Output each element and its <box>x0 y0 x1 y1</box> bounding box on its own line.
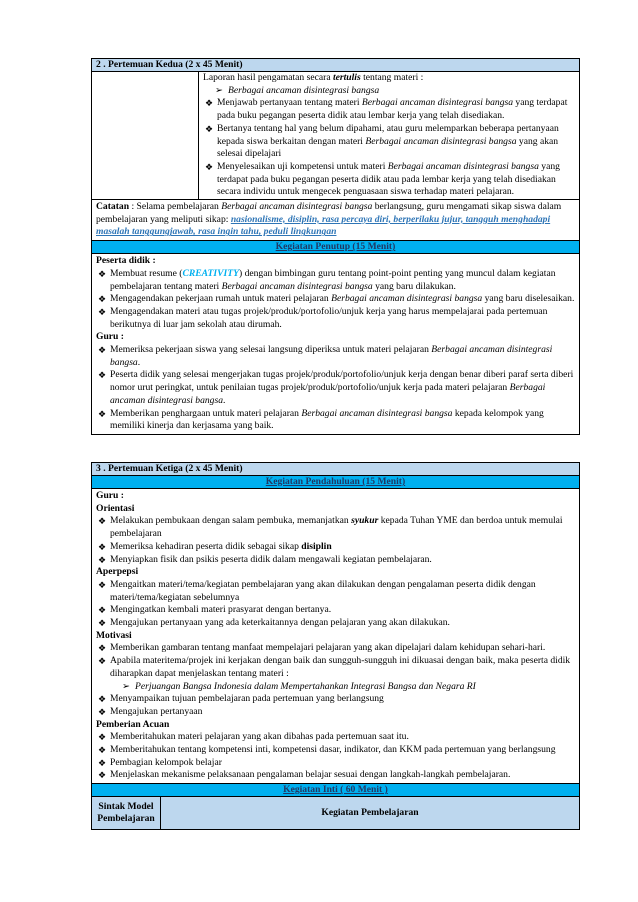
list-item <box>96 293 575 306</box>
list-item <box>96 579 575 604</box>
activity-list <box>203 97 575 199</box>
list-item <box>96 344 575 369</box>
empty-syntax-cell <box>92 72 199 199</box>
diamond-bullet-icon: ❖ <box>98 770 107 781</box>
subpoint-text: Perjuangan Bangsa Indonesia dalam Mempertahankan Integrasi Bangsa dan Negara RI <box>135 680 476 692</box>
list-item <box>96 757 575 770</box>
diamond-bullet-icon: ❖ <box>98 306 107 317</box>
student-list <box>96 268 575 332</box>
syntax-model-header: Sintak Model Pembelajaran <box>92 797 161 829</box>
item-emphasis: syukur <box>351 515 379 527</box>
motivation-label: Motivasi <box>96 629 132 641</box>
report-subpoint-text: Berbagai ancaman disintegrasi bangsa <box>228 84 380 96</box>
item-text: Memberikan penghargaan untuk materi pelajaran <box>110 407 302 419</box>
closing-activities-row <box>92 72 579 200</box>
list-item <box>96 554 575 567</box>
list-item <box>96 617 575 630</box>
diamond-bullet-icon: ❖ <box>98 554 107 565</box>
attitude-values-link[interactable]: nasionalisme, disiplin, rasa percaya diri, berperilaku jujur, tangguh menghadapi masalah tanggungjawab, rasa ingin tahu, peduli lingkungan <box>96 213 551 238</box>
item-text-end: yang terdapat pada buku pegangan peserta didik atau lembar kerja yang telah disediakan. <box>217 97 568 122</box>
arrow-bullet-icon: ➢ <box>122 680 131 692</box>
diamond-bullet-icon: ❖ <box>98 345 107 356</box>
item-text: Memberitahukan materi pelajaran yang akan dibahas pada pertemuan saat itu. <box>110 731 409 743</box>
list-item <box>96 369 575 407</box>
item-text-end: yang akan selesai dipelajari <box>217 135 559 160</box>
diamond-bullet-icon: ❖ <box>98 579 107 590</box>
reference-list <box>96 731 575 782</box>
apperception-label: Aperpepsi <box>96 566 139 578</box>
orientation-list <box>96 515 575 566</box>
item-text: Menyiapkan fisik dan psikis peserta didik dalam mengawali kegiatan pembelajaran. <box>110 553 432 565</box>
item-text-end: kepada Tuhan YME dan berdoa untuk memulai pembelajaran <box>110 515 563 540</box>
diamond-bullet-icon: ❖ <box>205 123 214 134</box>
diamond-bullet-icon: ❖ <box>98 745 107 756</box>
list-item <box>96 744 575 757</box>
report-text: Laporan hasil pengamatan secara <box>203 72 333 83</box>
item-text: Memberikan gambaran tentang manfaat mempelajari pelajaran yang akan dipelajari dalam kehidupan sehari-hari. <box>110 642 546 654</box>
creativity-tag: CREATIVITY <box>182 267 239 279</box>
diamond-bullet-icon: ❖ <box>205 161 214 172</box>
diamond-bullet-icon: ❖ <box>98 618 107 629</box>
item-topic: Berbagai ancaman disintegrasi bangsa <box>331 293 483 305</box>
diamond-bullet-icon: ❖ <box>98 656 107 667</box>
item-text: Menyampaikan tujuan pembelajaran pada pertemuan yang berlangsung <box>110 693 384 705</box>
report-line <box>203 72 575 85</box>
item-topic: Berbagai ancaman disintegrasi bangsa <box>365 135 517 147</box>
apperception-list <box>96 579 575 630</box>
motivation-subpoint <box>96 681 575 694</box>
diamond-bullet-icon: ❖ <box>98 541 107 552</box>
item-text: Mengagendakan pekerjaan rumah untuk materi pelajaran <box>110 293 332 305</box>
student-label: Peserta didik : <box>96 255 156 267</box>
teacher-note <box>92 200 579 241</box>
item-text: Melakukan pembukaan dengan salam pembuka, memanjatkan <box>110 515 352 527</box>
list-item <box>96 306 575 331</box>
diamond-bullet-icon: ❖ <box>98 268 107 279</box>
list-item <box>96 706 575 719</box>
diamond-bullet-icon: ❖ <box>205 98 214 109</box>
diamond-bullet-icon: ❖ <box>98 294 107 305</box>
diamond-bullet-icon: ❖ <box>98 605 107 616</box>
teacher-list <box>96 344 575 433</box>
list-item <box>96 693 575 706</box>
item-topic: Berbagai ancaman disintegrasi bangsa <box>361 97 514 109</box>
list-item <box>96 541 575 554</box>
item-text: Mengagendakan materi atau tugas projek/produk/portofolio/unjuk kerja yang harus mempelajarai pada pertemuan berikutnya di luar jam sekolah atau dirumah. <box>110 305 548 330</box>
motivation-list <box>96 642 575 680</box>
teacher-label: Guru : <box>96 331 124 343</box>
list-item <box>203 161 575 199</box>
report-emphasis: tertulis <box>332 72 361 83</box>
item-text: Membuat resume ( <box>110 267 183 279</box>
item-topic: Berbagai ancaman disintegrasi bangsa <box>110 382 546 406</box>
note-topic: Berbagai ancaman disintegrasi bangsa <box>221 201 373 213</box>
meeting-two-header: 2 . Pertemuan Kedua (2 x 45 Menit) <box>92 59 579 72</box>
orientation-label: Orientasi <box>96 502 135 514</box>
list-item <box>96 604 575 617</box>
reference-label: Pemberian Acuan <box>96 718 170 730</box>
item-text: Menjawab pertanyaan tentang materi <box>217 97 362 109</box>
item-text: Bertanya tentang hal yang belum dipahami, atau guru melemparkan beberapa pertanyaan kepada siswa berkaitan dengan materi <box>217 122 559 147</box>
arrow-bullet-icon: ➢ <box>215 84 224 96</box>
learning-activity-header: Kegiatan Pembelajaran <box>321 806 419 818</box>
meeting-three-section <box>91 462 580 830</box>
item-text-end: . <box>223 394 226 406</box>
note-text: : Selama pembelajaran <box>129 201 222 213</box>
note-text-2: berlangsung, guru mengamati sikap siswa dalam pembelajaran yang meliputi sikap: <box>96 201 562 225</box>
item-text: Mengajukan pertanyaan <box>110 705 203 717</box>
item-text: Memberitahukan tentang kompetensi inti, kompetensi dasar, indikator, dan KKM pada pertemuan yang berlangsung <box>110 744 556 756</box>
diamond-bullet-icon: ❖ <box>98 757 107 768</box>
list-item <box>96 655 575 680</box>
diamond-bullet-icon: ❖ <box>98 408 107 419</box>
item-text: Menjelaskan mekanisme pelaksanaan pengalaman belajar sesuai dengan langkah-langkah pembelajaran. <box>110 769 511 781</box>
diamond-bullet-icon: ❖ <box>98 643 107 654</box>
table-header-row <box>92 797 579 829</box>
item-emphasis: disiplin <box>301 540 332 552</box>
item-topic: Berbagai ancaman disintegrasi bangsa <box>301 407 453 419</box>
opening-content <box>92 489 579 784</box>
list-item <box>96 408 575 433</box>
item-topic: Berbagai ancaman disintegrasi bangsa <box>110 344 553 368</box>
item-text: Mengingatkan kembali materi prasyarat dengan bertanya. <box>110 604 332 616</box>
list-item <box>203 123 575 161</box>
opening-activity-banner: Kegiatan Pendahuluan (15 Menit) <box>92 476 579 489</box>
list-item <box>96 731 575 744</box>
list-item <box>96 769 575 782</box>
list-item <box>96 268 575 293</box>
item-topic: Berbagai ancaman disintegrasi bangsa <box>387 160 539 172</box>
core-activity-banner: Kegiatan Inti ( 60 Menit ) <box>92 784 579 797</box>
activity-cell <box>199 72 579 199</box>
list-item <box>96 642 575 655</box>
item-text-end: yang baru diselesaikan. <box>482 293 575 305</box>
meeting-two-section <box>91 58 580 435</box>
note-label: Catatan <box>96 201 130 213</box>
item-text: Mengajukan pertanyaan yang ada keterkaitannya dengan pelajaran yang akan dilakukan. <box>110 617 450 629</box>
item-text-end: kepada kelompok yang memiliki kinerja dan kerjasama yang baik. <box>110 407 544 432</box>
item-text: Pembagian kelompok belajar <box>110 756 222 768</box>
list-item <box>96 515 575 540</box>
teacher-label: Guru : <box>96 490 124 501</box>
item-text: Mengaitkan materi/tema/kegiatan pembelajaran yang akan dilakukan dengan pengalaman peserta didik dengan materi/tema/kegiatan sebelumnya <box>110 578 536 603</box>
motivation-list-2 <box>96 693 575 718</box>
diamond-bullet-icon: ❖ <box>98 732 107 743</box>
item-text: Apabila materitema/projek ini kerjakan dengan baik dan sungguh-sungguh ini dikuasai dengan baik, maka peserta didik diharapkan dapat menjelaskan tentang materi : <box>110 655 571 679</box>
item-text-2: ) dengan bimbingan guru tentang point-point penting yang muncul dalam kegiatan pembelajaran tentang materi <box>110 267 556 292</box>
diamond-bullet-icon: ❖ <box>98 694 107 705</box>
item-topic: Berbagai ancaman disintegrasi bangsa <box>221 280 373 292</box>
item-text-end: . <box>137 356 141 368</box>
closing-content <box>92 254 579 434</box>
report-subpoint <box>203 85 575 98</box>
item-text: Memeriksa pekerjaan siswa yang selesai langsung diperiksa untuk materi pelajaran <box>110 344 432 356</box>
diamond-bullet-icon: ❖ <box>98 516 107 527</box>
diamond-bullet-icon: ❖ <box>98 370 107 381</box>
item-text: Peserta didik yang selesai mengerjakan tugas projek/produk/portofolio/unjuk kerja dengan benar diberi paraf serta diberi nomor urut peringkat, untuk penilaian tugas projek/produk/portofolio/unjuk kerja pada materi pelajaran <box>110 369 574 394</box>
item-text: Menyelesaikan uji kompetensi untuk materi <box>217 160 388 172</box>
item-text: Memeriksa kehadiran peserta didik sebagai sikap <box>110 540 302 552</box>
diamond-bullet-icon: ❖ <box>98 706 107 717</box>
report-text-end: tentang materi : <box>360 72 424 83</box>
closing-activity-banner: Kegiatan Penutup (15 Menit) <box>92 241 579 254</box>
item-text-end: yang baru dilakukan. <box>372 280 456 292</box>
meeting-three-header: 3 . Pertemuan Ketiga (2 x 45 Menit) <box>92 463 579 476</box>
item-text-end: yang terdapat pada buku pegangan peserta didik atau pada lembar kerja yang telah disediakan secara individu untuk mengecek penguasaan siswa terhadap materi pelajaran. <box>217 160 560 198</box>
list-item <box>203 97 575 122</box>
